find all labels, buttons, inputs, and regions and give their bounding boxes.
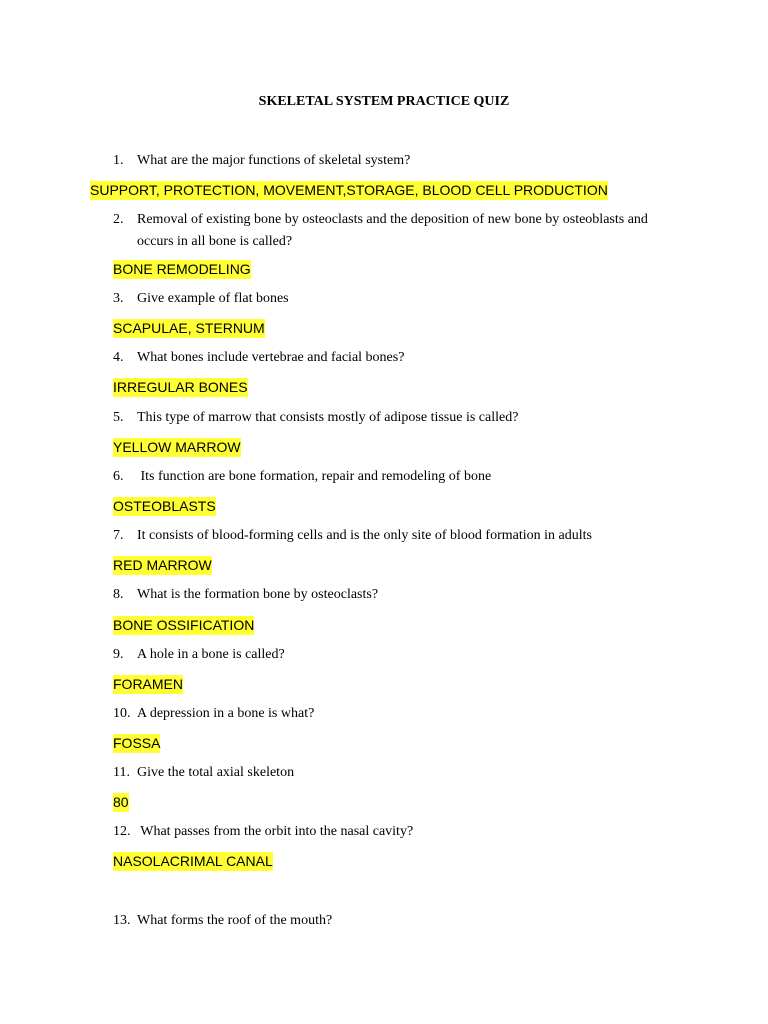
answer-text: YELLOW MARROW <box>113 439 241 455</box>
page-title: SKELETAL SYSTEM PRACTICE QUIZ <box>258 94 510 109</box>
question-number: 9. <box>113 647 124 662</box>
answer-8 <box>113 616 254 634</box>
question-number: 13. <box>113 913 131 928</box>
answer-text: OSTEOBLASTS <box>113 498 216 514</box>
answer-7 <box>113 556 212 574</box>
question-13 <box>113 910 332 932</box>
question-6 <box>113 466 491 488</box>
question-number: 6. <box>113 469 124 484</box>
question-text: What bones include vertebrae and facial bones? <box>137 350 405 365</box>
answer-9 <box>113 675 183 693</box>
question-number: 8. <box>113 587 124 602</box>
answer-text: BONE OSSIFICATION <box>113 617 255 633</box>
question-text: What passes from the orbit into the nasal cavity? <box>137 824 414 839</box>
answer-text: RED MARROW <box>113 557 212 573</box>
answer-6 <box>113 497 216 515</box>
question-text: Removal of existing bone by osteoclasts and the deposition of new bone by osteoblasts and occurs in all bone is called? <box>137 212 648 249</box>
question-11 <box>113 762 294 784</box>
question-7 <box>113 525 592 547</box>
question-number: 12. <box>113 824 131 839</box>
answer-1 <box>90 181 608 199</box>
question-number: 7. <box>113 528 124 543</box>
answer-11 <box>113 793 129 811</box>
question-9 <box>113 644 285 666</box>
question-1 <box>113 150 410 172</box>
question-10 <box>113 703 314 725</box>
answer-3 <box>113 319 265 337</box>
question-text: Give example of flat bones <box>137 291 289 306</box>
answer-text: 80 <box>113 794 129 810</box>
question-text: A depression in a bone is what? <box>137 706 315 721</box>
answer-text: FOSSA <box>113 735 161 751</box>
question-3 <box>113 288 289 310</box>
answer-10 <box>113 734 160 752</box>
question-8 <box>113 584 378 606</box>
question-text: It consists of blood-forming cells and is the only site of blood formation in adults <box>137 528 592 543</box>
answer-4 <box>113 378 248 396</box>
answer-text: FORAMEN <box>113 676 183 692</box>
question-number: 1. <box>113 153 124 168</box>
question-text: What is the formation bone by osteoclasts? <box>137 587 379 602</box>
question-4 <box>113 347 404 369</box>
question-number: 2. <box>113 212 124 227</box>
question-text: What forms the roof of the mouth? <box>137 913 333 928</box>
answer-text: SUPPORT, PROTECTION, MOVEMENT,STORAGE, BLOOD CELL PRODUCTION <box>90 182 608 198</box>
question-12 <box>113 821 413 843</box>
question-number: 3. <box>113 291 124 306</box>
question-text: A hole in a bone is called? <box>137 647 285 662</box>
question-number: 11. <box>113 765 130 780</box>
question-text: Give the total axial skeleton <box>137 765 295 780</box>
answer-5 <box>113 438 241 456</box>
question-text: What are the major functions of skeletal system? <box>137 153 411 168</box>
question-5 <box>113 407 518 429</box>
question-2 <box>113 209 677 253</box>
answer-text: BONE REMODELING <box>113 261 251 277</box>
answer-text: IRREGULAR BONES <box>113 379 248 395</box>
answer-12 <box>113 852 273 870</box>
answer-text: NASOLACRIMAL CANAL <box>113 853 273 869</box>
question-text: This type of marrow that consists mostly of adipose tissue is called? <box>137 410 519 425</box>
answer-text: SCAPULAE, STERNUM <box>113 320 265 336</box>
question-number: 10. <box>113 706 131 721</box>
question-text: Its function are bone formation, repair and remodeling of bone <box>137 469 492 484</box>
answer-2 <box>113 260 251 278</box>
question-number: 5. <box>113 410 124 425</box>
question-number: 4. <box>113 350 124 365</box>
